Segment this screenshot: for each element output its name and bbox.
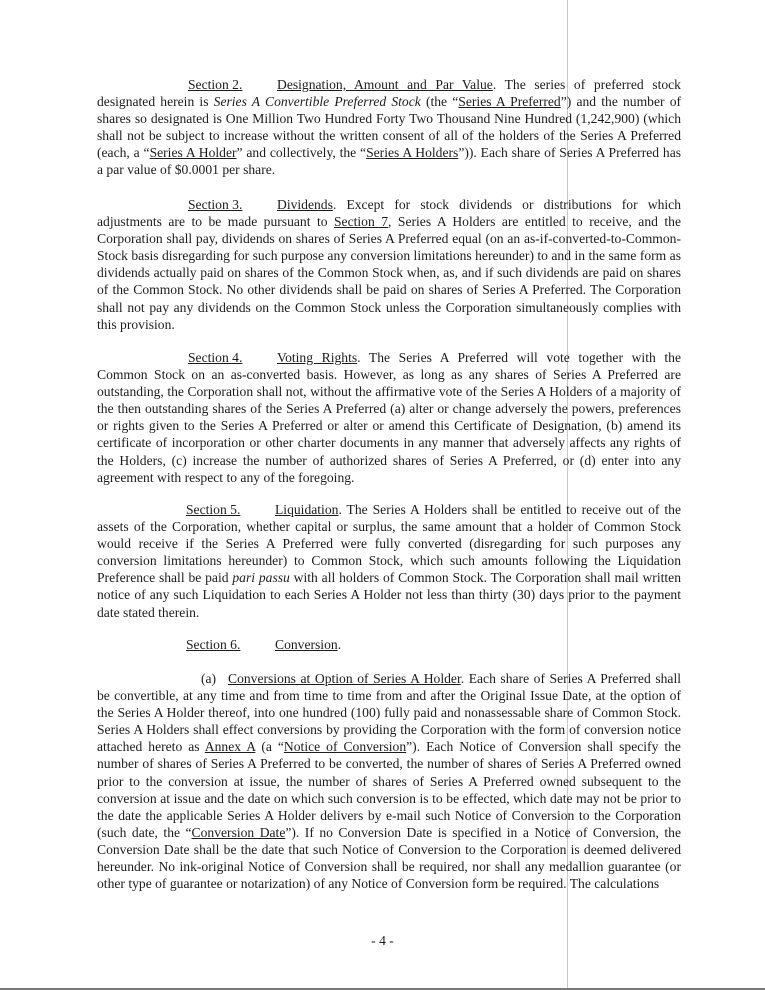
- section-6-heading: Conversion: [275, 637, 338, 652]
- section-6a-heading: Conversions at Option of Series A Holder: [228, 671, 461, 686]
- section-2-heading: Designation, Amount and Par Value: [277, 77, 493, 92]
- section-4-heading: Voting Rights: [277, 350, 358, 365]
- section-3-heading: Dividends: [277, 197, 333, 212]
- section-5-paragraph: Section 5. Liquidation. The Series A Holders shall be entitled to receive out of the assets of the Corporation, whether capital or surplus, the same amount that a holder of Common Stock would receive if the Series A Preferred were fully converted (disregarding for such purposes any conversion limitations hereunder) to Common Stock, which such amounts following the Liquidation Preference shall be paid pari passu with all holders of Common Stock. The Corporation shall mail written notice of any such Liquidation to each Series A Holder not less than thirty (30) days prior to the payment date stated therein.: [97, 502, 681, 620]
- defined-term-series-a-holders: Series A Holders: [366, 145, 459, 161]
- defined-term-notice-of-conversion: Notice of Conversion: [283, 739, 407, 755]
- section-2-number: Section 2.: [188, 77, 243, 92]
- section-3-number: Section 3.: [188, 197, 243, 212]
- section-5-heading: Liquidation: [275, 502, 339, 517]
- defined-term-series-a-preferred: Series A Preferred: [458, 94, 561, 110]
- section-6a-paragraph: (a) Conversions at Option of Series A Holder. Each share of Series A Preferred shall be convertible, at any time and from time to time from and after the Original Issue Date, at the option of the Series A Holder thereof, into one hundred (100) fully paid and nonassessable share of Common Stock. Series A Holders shall effect conversions by providing the Corporation with the form of conversion notice attached hereto as Annex A (a “Notice of Conversion”). Each Notice of Conversion shall specify the number of shares of Series A Preferred to be converted, the number of shares of Series A Preferred owned prior to the conversion at issue, the number of shares of Series A Preferred owned subsequent to the conversion at issue and the date on which such conversion is to be effected, which date may not be prior to the date the applicable Series A Holder delivers by e-mail such Notice of Conversion to the Corporation (such date, the “Conversion Date”). If no Conversion Date is specified in a Notice of Conversion, the Conversion Date shall be the date that such Notice of Conversion to the Corporation is deemed delivered hereunder. No ink-original Notice of Conversion shall be required, nor shall any medallion guarantee (or other type of guarantee or notarization) of any Notice of Conversion form be required. The calculations: [97, 671, 681, 892]
- section-4-number: Section 4.: [188, 350, 243, 365]
- page-number: - 4 -: [371, 933, 394, 948]
- section-6-paragraph: Section 6. Conversion.: [186, 637, 342, 652]
- section-7-reference: Section 7: [334, 214, 389, 230]
- subsection-label: (a): [201, 671, 217, 686]
- section-4-paragraph: Section 4. Voting Rights. The Series A Preferred will vote together with the Common Stock on an as-converted basis. However, as long as any shares of Series A Preferred are outstanding, the Corporation shall not, without the affirmative vote of the Series A Holders of a majority of the then outstanding shares of the Series A Preferred (a) alter or change adversely the powers, preferences or rights given to the Series A Preferred or alter or amend this Certificate of Designation, (b) amend its certificate of incorporation or other charter documents in any manner that adversely affects any rights of the Holders, (c) increase the number of authorized shares of Series A Preferred, or (d) enter into any agreement with respect to any of the foregoing.: [97, 350, 681, 485]
- section-3-paragraph: Section 3. Dividends. Except for stock dividends or distributions for which adjustments are to be made pursuant to Section 7, Series A Holders are entitled to receive, and the Corporation shall pay, dividends on shares of Series A Preferred equal (on an as-if-converted-to-Common-Stock basis disregarding for such purpose any conversion limitations hereunder) to and in the same form as dividends actually paid on shares of the Common Stock when, as, and if such dividends are paid on shares of the Common Stock. No other dividends shall be paid on shares of Series A Preferred. The Corporation shall not pay any dividends on the Common Stock unless the Corporation simultaneously complies with this provision.: [97, 197, 681, 332]
- section-2-paragraph: Section 2. Designation, Amount and Par Value. The series of preferred stock designated herein is Series A Convertible Preferred Stock (the “Series A Preferred”) and the number of shares so designated is One Million Two Hundred Forty Two Thousand Nine Hundred (1,242,900) (which shall not be subject to increase without the written consent of all of the holders of the Series A Preferred (each, a “Series A Holder” and collectively, the “Series A Holders”)). Each share of Series A Preferred has a par value of $0.0001 per share.: [97, 77, 682, 178]
- section-5-number: Section 5.: [186, 502, 241, 517]
- defined-term-conversion-date: Conversion Date: [191, 824, 286, 840]
- section-6-number: Section 6.: [186, 637, 241, 652]
- defined-term-series-a-holder: Series A Holder: [149, 145, 237, 161]
- annex-a-reference: Annex A: [204, 739, 256, 755]
